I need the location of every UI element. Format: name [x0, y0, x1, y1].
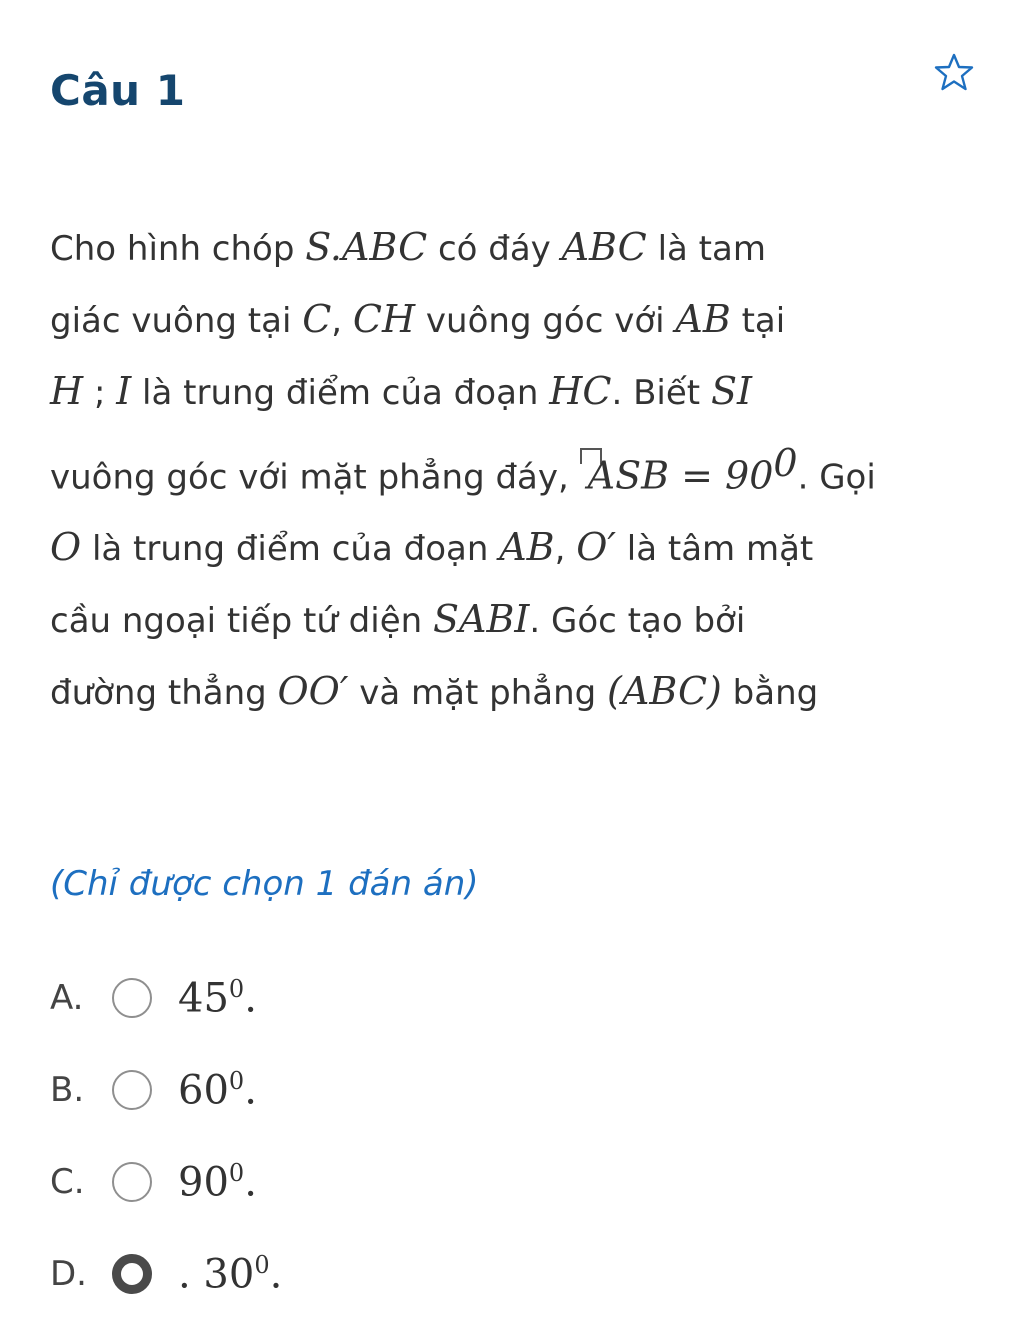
radio-button[interactable]	[112, 1070, 152, 1110]
option-b[interactable]	[50, 1060, 257, 1120]
question-line-4: vuông góc với mặt phẳng đáy, ASB = $90^0$. Gọi	[50, 441, 876, 498]
question-line-7: đường thẳng OO′ và mặt phẳng (ABC) bằng	[50, 669, 819, 714]
option-letter: C.	[50, 1162, 85, 1202]
option-value: $90^0$.	[178, 1158, 257, 1206]
option-d[interactable]	[50, 1244, 282, 1304]
option-letter: B.	[50, 1070, 85, 1110]
question-line-6: cầu ngoại tiếp tứ diện SABI. Góc tạo bởi	[50, 597, 746, 642]
question-line-1: Cho hình chóp S.ABC có đáy ABC là tam	[50, 225, 766, 269]
question-text	[50, 212, 980, 728]
question-line-2: giác vuông tại C, CH vuông góc với AB tại	[50, 297, 786, 341]
option-c[interactable]	[50, 1152, 257, 1212]
option-letter: D.	[50, 1254, 87, 1294]
option-letter: A.	[50, 978, 84, 1018]
option-value: . $30^0$.	[178, 1250, 283, 1298]
question-title: Câu 1	[50, 66, 186, 115]
radio-button[interactable]	[112, 1162, 152, 1202]
question-line-5: O là trung điểm của đoạn AB, O′ là tâm mặt	[50, 525, 814, 570]
question-line-3: H ; I là trung điểm của đoạn HC. Biết SI	[50, 369, 752, 413]
option-a[interactable]	[50, 968, 257, 1028]
selection-hint: (Chỉ được chọn 1 đán án)	[50, 864, 479, 904]
radio-button[interactable]	[112, 978, 152, 1018]
radio-button-selected[interactable]	[112, 1254, 152, 1294]
option-value: $45^0$.	[178, 974, 257, 1022]
option-value: $60^0$.	[178, 1066, 257, 1114]
star-outline-icon[interactable]	[934, 52, 974, 92]
